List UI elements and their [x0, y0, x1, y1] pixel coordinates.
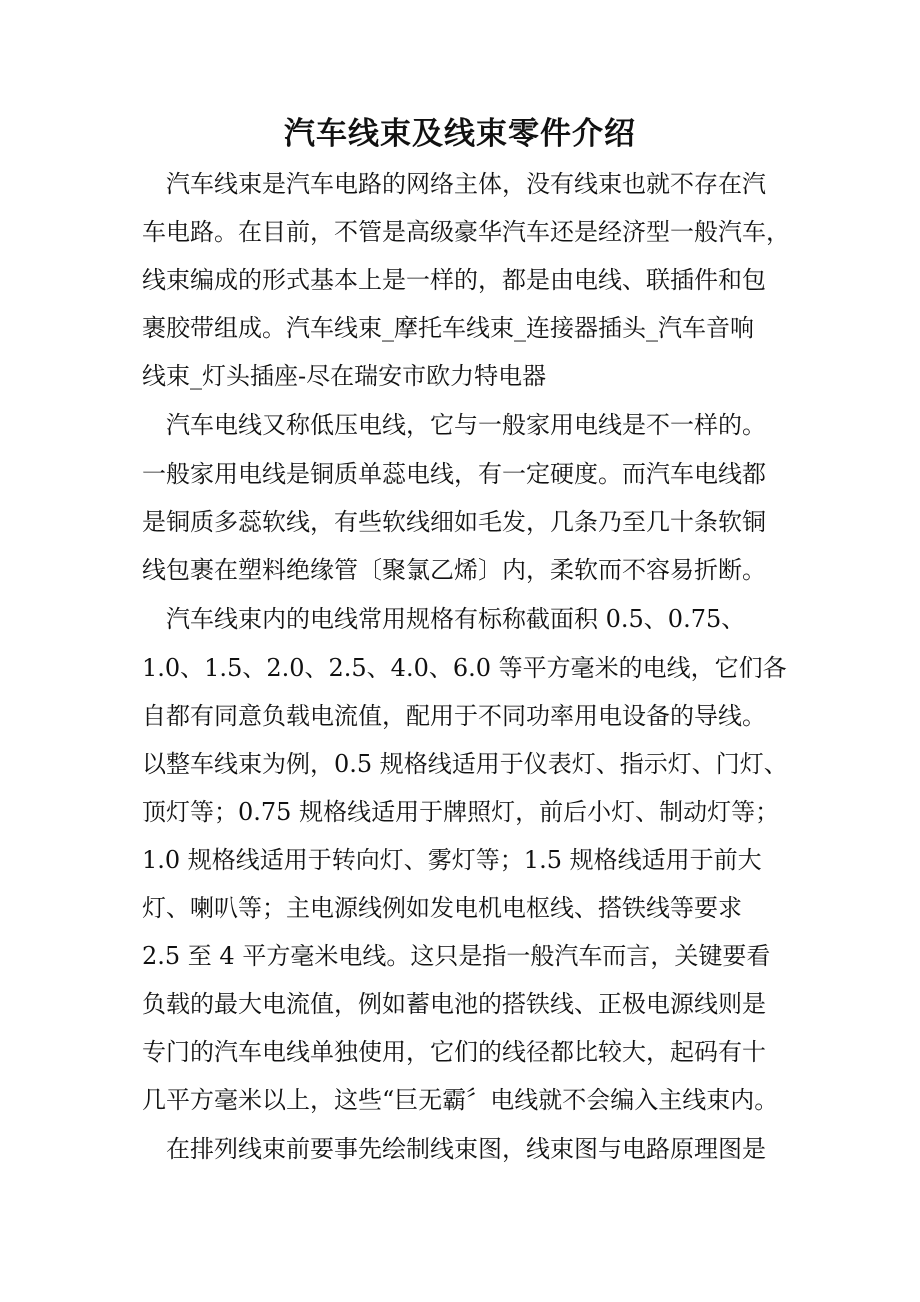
paragraph-2-line-2: 一般家用电线是铜质单蕊电线，有一定硬度。而汽车电线都 — [142, 460, 766, 488]
paragraph-1-line-2: 车电路。在目前，不管是高级豪华汽车还是经济型一般汽车， — [142, 218, 790, 246]
paragraph-1-line-1: 汽车线束是汽车电路的网络主体，没有线束也就不存在汽 — [166, 170, 766, 198]
paragraph-3-line-11: 几平方毫米以上，这些“巨无霸〞电线就不会编入主线束内。 — [142, 1086, 779, 1114]
paragraph-3-line-7: 灯、喇叭等；主电源线例如发电机电枢线、搭铁线等要求 — [142, 894, 742, 922]
document-title: 汽车线束及线束零件介绍 — [284, 116, 636, 152]
paragraph-4-line-1: 在排列线束前要事先绘制线束图，线束图与电路原理图是 — [166, 1135, 766, 1163]
paragraph-3-line-9: 负载的最大电流值，例如蓄电池的搭铁线、正极电源线则是 — [142, 990, 766, 1018]
paragraph-1-line-4: 裹胶带组成。汽车线束_摩托车线束_连接器插头_汽车音响 — [142, 314, 754, 342]
paragraph-3-line-1: 汽车线束内的电线常用规格有标称截面积 0.5、0.75、 — [166, 605, 746, 633]
paragraph-3-line-5: 顶灯等；0.75 规格线适用于牌照灯，前后小灯、制动灯等； — [142, 798, 780, 826]
paragraph-2-line-1: 汽车电线又称低压电线，它与一般家用电线是不一样的。 — [166, 411, 766, 439]
paragraph-3-line-6: 1.0 规格线适用于转向灯、雾灯等；1.5 规格线适用于前大 — [142, 846, 762, 874]
paragraph-2-line-4: 线包裹在塑料绝缘管〔聚氯乙烯〕内，柔软而不容易折断。 — [142, 556, 766, 584]
paragraph-1-line-5: 线束_灯头插座-尽在瑞安市欧力特电器 — [142, 362, 547, 390]
paragraph-3-line-4: 以整车线束为例，0.5 规格线适用于仪表灯、指示灯、门灯、 — [142, 750, 788, 778]
paragraph-2-line-3: 是铜质多蕊软线，有些软线细如毛发，几条乃至几十条软铜 — [142, 508, 766, 536]
paragraph-3-line-10: 专门的汽车电线单独使用，它们的线径都比较大，起码有十 — [142, 1038, 766, 1066]
paragraph-1-line-3: 线束编成的形式基本上是一样的，都是由电线、联插件和包 — [142, 266, 766, 294]
paragraph-3-line-2: 1.0、1.5、2.0、2.5、4.0、6.0 等平方毫米的电线，它们各 — [142, 654, 787, 682]
paragraph-3-line-8: 2.5 至 4 平方毫米电线。这只是指一般汽车而言，关键要看 — [142, 942, 771, 970]
paragraph-3-line-3: 自都有同意负载电流值，配用于不同功率用电设备的导线。 — [142, 702, 766, 730]
